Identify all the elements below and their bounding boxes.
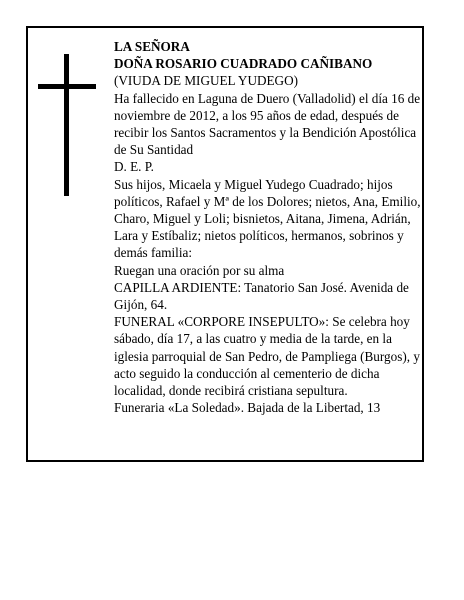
chapel-info: CAPILLA ARDIENTE: Tanatorio San José. Avenida de Gijón, 64. [114,279,409,313]
obituary-text [114,38,426,416]
cross-horizontal-bar [38,84,96,89]
deceased-name: DOÑA ROSARIO CUADRADO CAÑIBANO [114,56,373,72]
death-announcement: Ha fallecido en Laguna de Duero (Valladolid) el día 16 de noviembre de 2012, a los 95 años de edad, después de recibir los Santos Sacramentos y la Bendición Apostólica de Su Santidad [114,90,421,158]
funeral-home-info: Funeraria «La Soledad». Bajada de la Libertad, 13 [114,400,381,416]
funeral-info: FUNERAL «CORPORE INSEPULTO»: Se celebra hoy sábado, día 17, a las cuatro y media de la tarde, en la iglesia parroquial de San Pedro, de Pampliega (Burgos), y acto seguido la conducción al cementerio de dicha localidad, donde recibirá cristiana sepultura. [114,314,420,399]
notice-title: LA SEÑORA [114,39,190,54]
family-list: Sus hijos, Micaela y Miguel Yudego Cuadrado; hijos políticos, Rafael y Mª de los Dolores; nietos, Ana, Emilio, Charo, Miguel y Loli; bisnietos, Aitana, Jimena, Adrián, Lara y Estíbaliz; nietos políticos, hermanos, sobrinos y demás familia: [114,176,421,261]
prayer-request: Ruegan una oración por su alma [114,262,285,278]
cross-vertical-bar [64,54,69,196]
rip-text: D. E. P. [114,159,154,175]
widow-line: (VIUDA DE MIGUEL YUDEGO) [114,73,298,89]
